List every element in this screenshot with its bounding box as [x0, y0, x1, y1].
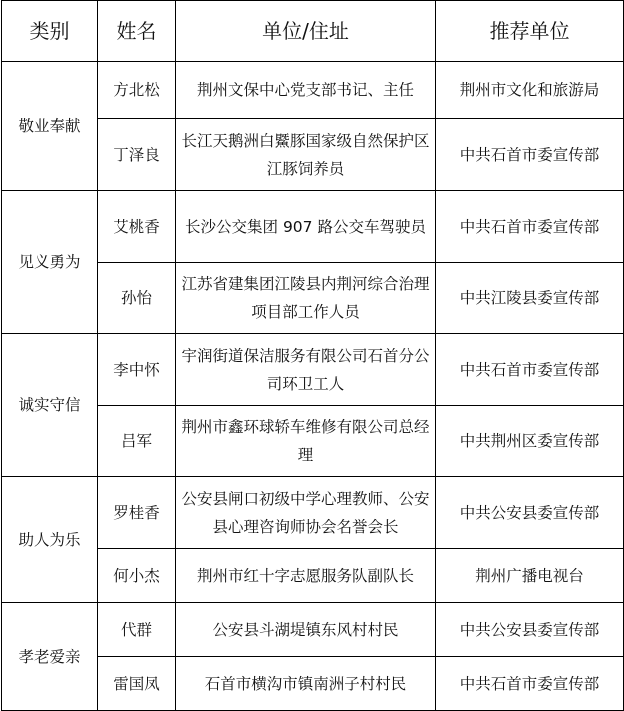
unit-cell: 宇润街道保洁服务有限公司石首分公司环卫工人 — [176, 334, 436, 406]
name-cell: 雷国凤 — [98, 657, 176, 711]
table-row — [2, 334, 624, 406]
recommender-cell: 中共石首市委宣传部 — [436, 191, 624, 263]
category-cell: 诚实守信 — [2, 334, 98, 477]
recommender-cell: 中共公安县委宣传部 — [436, 603, 624, 657]
name-cell: 罗桂香 — [98, 477, 176, 549]
unit-cell: 石首市横沟市镇南洲子村村民 — [176, 657, 436, 711]
honor-list-table — [1, 0, 624, 711]
table-row — [2, 62, 624, 119]
header-category: 类别 — [2, 1, 98, 62]
category-cell: 孝老爱亲 — [2, 603, 98, 711]
header-row — [2, 1, 624, 62]
name-cell: 吕军 — [98, 406, 176, 477]
header-recommender: 推荐单位 — [436, 1, 624, 62]
category-cell: 敬业奉献 — [2, 62, 98, 191]
table-row — [2, 191, 624, 263]
header-name: 姓名 — [98, 1, 176, 62]
unit-cell: 荆州市红十字志愿服务队副队长 — [176, 549, 436, 603]
recommender-cell: 中共荆州区委宣传部 — [436, 406, 624, 477]
category-cell: 助人为乐 — [2, 477, 98, 603]
header-unit: 单位/住址 — [176, 1, 436, 62]
recommender-cell: 中共石首市委宣传部 — [436, 334, 624, 406]
category-cell: 见义勇为 — [2, 191, 98, 334]
recommender-cell: 荆州市文化和旅游局 — [436, 62, 624, 119]
name-cell: 孙怡 — [98, 263, 176, 334]
table-row — [2, 477, 624, 549]
name-cell: 何小杰 — [98, 549, 176, 603]
table-row — [2, 603, 624, 657]
unit-cell: 江苏省建集团江陵县内荆河综合治理项目部工作人员 — [176, 263, 436, 334]
unit-cell: 长沙公交集团 907 路公交车驾驶员 — [176, 191, 436, 263]
recommender-cell: 中共江陵县委宣传部 — [436, 263, 624, 334]
recommender-cell: 荆州广播电视台 — [436, 549, 624, 603]
name-cell: 李中怀 — [98, 334, 176, 406]
recommender-cell: 中共公安县委宣传部 — [436, 477, 624, 549]
name-cell: 艾桃香 — [98, 191, 176, 263]
recommender-cell: 中共石首市委宣传部 — [436, 119, 624, 191]
unit-cell: 荆州文保中心党支部书记、主任 — [176, 62, 436, 119]
recommender-cell: 中共石首市委宣传部 — [436, 657, 624, 711]
unit-cell: 长江天鹅洲白鱀豚国家级自然保护区江豚饲养员 — [176, 119, 436, 191]
name-cell: 代群 — [98, 603, 176, 657]
name-cell: 丁泽良 — [98, 119, 176, 191]
unit-cell: 公安县斗湖堤镇东风村村民 — [176, 603, 436, 657]
name-cell: 方北松 — [98, 62, 176, 119]
unit-cell: 公安县闸口初级中学心理教师、公安县心理咨询师协会名誉会长 — [176, 477, 436, 549]
unit-cell: 荆州市鑫环球轿车维修有限公司总经理 — [176, 406, 436, 477]
